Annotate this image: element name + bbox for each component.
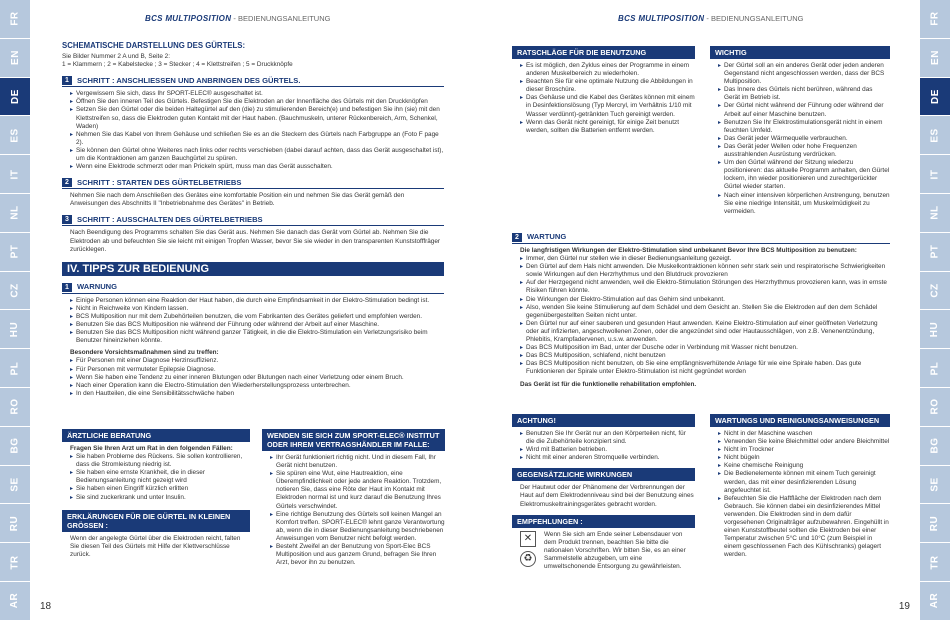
language-tab-nl[interactable] xyxy=(920,194,950,233)
brand-logo: BCS MULTIPOSITION xyxy=(145,14,232,23)
language-tab-label: RU xyxy=(929,515,941,531)
step2-text: Nehmen Sie nach dem Anschließen des Gerätes eine komfortable Position ein und nehmen Sie das Gerät gemäß den Anweisungen des Abschnitts II "Inbetriebnahme des Gerätes" in Betrieb. xyxy=(70,192,405,208)
list-item: ▸ Verwenden Sie keine Bleichmittel oder andere Bleichmittel xyxy=(718,438,890,446)
language-tab-cz[interactable] xyxy=(920,272,950,311)
sport-elec-list xyxy=(262,454,445,567)
recommendations-title: EMPFEHLUNGEN : xyxy=(512,515,695,528)
step3-heading xyxy=(62,215,444,226)
list-item: ▸ Also, wenden Sie keine Stimulierung auf dem Schädel und dem Gesicht an. Stellen Sie die Elektroden auf den dem Schädel gegenübergestellten Seiten nicht unter. xyxy=(520,304,890,320)
language-tab-bg[interactable] xyxy=(920,427,950,466)
language-tabs-left xyxy=(0,0,30,621)
language-tab-pt[interactable] xyxy=(920,233,950,272)
list-item: ▸ Sie können den Gürtel ohne Weiteres nach links oder rechts verschieben (dabei darauf achten, dass das Gerät ausgeschaltet ist), um die Kontraktionen am ganzen Bauchgürtel zu spüren. xyxy=(70,147,444,163)
side-effects-title: GEGENSÄTZLICHE WIRKUNGEN xyxy=(512,468,695,481)
list-item: ▸ Der Gürtel soll an ein anderes Gerät oder jeden anderen Gegenstand nicht angeschlossen werden, dass der BCS Multiposition. xyxy=(718,62,890,86)
language-tab-label: RU xyxy=(9,515,21,531)
right-box-care xyxy=(710,408,890,560)
care-title: WARTUNGS UND REINIGUNGSANWEISUNGEN xyxy=(710,414,890,427)
list-item: ▸ Wenn das Gerät nicht gereinigt, für einige Zeit benutzt werden, sollten die Batterien entfernt werden. xyxy=(520,119,695,135)
important-list xyxy=(710,62,890,216)
list-item: ▸ In den Hautteilen, die eine Sensibilitätsschwäche haben xyxy=(70,390,444,398)
right-box-advice xyxy=(512,40,695,135)
crossed-bin-icon: ✕ xyxy=(520,531,536,547)
language-tab-ru[interactable] xyxy=(920,504,950,543)
list-item: ▸ Das BCS Multiposition nicht benutzen, ob Sie eine empfängnisverhütende Anlage für wie eine Spirale haben. Das gute Funktionieren der Spirale unter Elektro-Stimulation ist nicht gegründet worden xyxy=(520,360,890,376)
maintenance-section xyxy=(512,226,890,389)
step-title: SCHRITT : AUSSCHALTEN DES GÜRTELBETRIEBS xyxy=(77,214,263,224)
important-title: WICHTIG xyxy=(710,46,890,59)
language-tab-es[interactable] xyxy=(0,116,30,155)
right-box-important xyxy=(710,40,890,216)
maintenance-sub: Die langfristigen Wirkungen der Elektro-Stimulation sind unbekannt Bevor Ihre BCS Multiposition zu benutzen: xyxy=(520,247,857,254)
doctor-list xyxy=(62,453,250,502)
list-item: ▸ Um den Gürtel während der Sitzung wiederzu positionieren: das aktuelle Programm anhalten, den Gürtel lockern, ihn wieder positionieren und zurechtgerückter Gürtel wieder starten. xyxy=(718,159,890,191)
warning-title: WARNUNG xyxy=(77,282,118,292)
header-subtitle: - BEDIENUNGSANLEITUNG xyxy=(704,14,804,23)
list-item: ▸ Eine richtige Benutzung des Gürtels soll keinen Mangel an Komfort treffen. SPORT-ELEC® lehnt ganze Verantwortung ab, wenn die in dieser Bedienungsanleitung beschriebenen Anweisungen vom Benutzer nicht befolgt werden. xyxy=(270,511,445,543)
step2-heading xyxy=(62,178,444,189)
language-tab-it[interactable] xyxy=(0,155,30,194)
language-tab-pt[interactable] xyxy=(0,233,30,272)
list-item: ▸ Nicht in der Maschine waschen xyxy=(718,430,890,438)
warning-heading xyxy=(62,283,444,294)
list-item: ▸ Nicht im Trockner xyxy=(718,446,890,454)
language-tab-label: PT xyxy=(9,244,21,259)
language-tab-label: NL xyxy=(9,205,21,221)
brand-logo: BCS MULTIPOSITION xyxy=(618,14,705,23)
right-box-caution xyxy=(512,408,695,571)
language-tab-label: ES xyxy=(9,128,21,143)
language-tab-de[interactable] xyxy=(920,78,950,117)
language-tab-bg[interactable] xyxy=(0,427,30,466)
header-left xyxy=(145,14,330,23)
list-item: ▸ Einige Personen können eine Reaktion der Haut haben, die durch eine Empfindsamkeit in der Elektro-Stimulation bedingt ist. xyxy=(70,297,444,305)
list-item: ▸ Das Gerät jeder Wärmequelle verbrauchen. xyxy=(718,135,890,143)
language-tab-label: SE xyxy=(929,477,941,492)
language-tabs-right xyxy=(920,0,950,621)
language-tab-fr[interactable] xyxy=(920,0,950,39)
list-item: ▸ Keine chemische Reinigung xyxy=(718,462,890,470)
language-tab-label: IT xyxy=(9,169,21,180)
side-effects-text: Der Hautwut oder der Phänomene der Verbrennungen der Haut auf dem Elektrodenniveau sind bei der Benutzung eines Elektromuskeltrainingsgerätes gebracht worden. xyxy=(520,484,694,508)
recommendations-row xyxy=(512,531,695,571)
language-tab-label: PL xyxy=(9,361,21,375)
warning-list xyxy=(62,297,444,346)
language-tab-se[interactable] xyxy=(920,466,950,505)
language-tab-it[interactable] xyxy=(920,155,950,194)
caution-title: ACHTUNG! xyxy=(512,414,695,427)
maintenance-list xyxy=(512,255,890,376)
section-title-tips: IV. TIPPS ZUR BEDIENUNG xyxy=(62,262,444,276)
page-number-right: 19 xyxy=(898,601,910,612)
list-item: ▸ Den Gürtel auf dem Hals nicht anwenden. Die Muskelkontraktionen können sehr stark sein und respiratorische Schwierigkeiten sowie Wirkungen auf den Herzrhythmus und den Blutdruck provozieren xyxy=(520,263,890,279)
language-tab-label: CZ xyxy=(9,283,21,298)
language-tab-pl[interactable] xyxy=(920,349,950,388)
small-sizes-title: ERKLÄRUNGEN FÜR DIE GÜRTEL IN KLEINEN GRÖSSEN : xyxy=(62,510,250,532)
step-number: 2 xyxy=(62,178,72,187)
list-item: ▸ Sie haben einen Eingriff kürzlich erlitten xyxy=(70,485,250,493)
list-item: ▸ Nach einer Operation kann die Electro-Stimulation den Wiederherstellungsprozess unterbrechen. xyxy=(70,382,444,390)
step1-heading xyxy=(62,76,444,87)
maintenance-note: Das Gerät ist für die funktionelle rehabilitation empfohlen. xyxy=(520,380,697,388)
list-item: ▸ Nach einer intensiven körperlichen Anstrengung, benutzen Sie eine niedrige Intensität, um Muskelmüdigkeit zu vermeiden. xyxy=(718,192,890,216)
care-list xyxy=(710,430,890,560)
maintenance-heading xyxy=(512,233,890,244)
step-number: 1 xyxy=(62,76,72,85)
recommendations-text: Wenn Sie sich am Ende seiner Lebensdauer von dem Produkt trennen, beachten Sie bitte die nationalen Vorschriften. Wir bitten Sie, es an einer Sammelstelle abzugeben, um eine umweltschonende Entsorgung zu gewährleisten. xyxy=(544,530,686,571)
list-item: ▸ BCS Multiposition nur mit dem Zubehörteilen benutzen, die vom Fabrikanten des Gerätes geliefert und empfohlen werden. xyxy=(70,313,444,321)
step-title: SCHRITT : ANSCHLIESSEN UND ANBRINGEN DES GÜRTELS. xyxy=(77,75,301,85)
list-item: ▸ Ihr Gerät funktioniert richtig nicht. Und in diesem Fall, Ihr Gerät nicht benutzen. xyxy=(270,454,445,470)
list-item: ▸ Das Gerät jeder Wellen oder hohe Frequenzen ausstrahlenden Ausrüstung verdrücken. xyxy=(718,143,890,159)
list-item: ▸ Benutzen Sie das BCS Multiposition nie während der Führung oder während der Arbeit auf einer Maschine. xyxy=(70,321,444,329)
step-number: 1 xyxy=(62,283,72,292)
caution-list xyxy=(512,430,695,462)
language-tab-label: PT xyxy=(929,244,941,259)
language-tab-pl[interactable] xyxy=(0,349,30,388)
precaution-title: Besondere Vorsichtsmaßnahmen sind zu treffen: xyxy=(70,349,219,357)
doctor-sub: Fragen Sie Ihren Arzt um Rat in den folgenden Fällen: xyxy=(70,445,233,452)
step-title: SCHRITT : STARTEN DES GÜRTELBETRIEBS xyxy=(77,177,242,187)
left-box-sport xyxy=(262,423,445,567)
list-item: ▸ Besteht Zweifel an der Benutzung von Sport-Elec BCS Multiposition und aus ganzem Grund, befragen Sie Ihren Arzt, bevor ihn zu benutzen. xyxy=(270,543,445,567)
language-tab-tr[interactable] xyxy=(920,543,950,582)
language-tab-label: DE xyxy=(929,89,941,104)
recycle-icons xyxy=(520,531,542,571)
language-tab-hu[interactable] xyxy=(920,310,950,349)
language-tab-label: RO xyxy=(929,398,941,415)
language-tab-label: TR xyxy=(929,554,941,570)
list-item: ▸ Wird mit Batterien betrieben. xyxy=(520,446,695,454)
schema-line: 1 = Klammern ; 2 = Kabelstecke ; 3 = Stecker ; 4 = Klettstreifen ; 5 = Druckknöpfe xyxy=(62,61,293,69)
language-tab-ru[interactable] xyxy=(0,504,30,543)
list-item: ▸ Die Wirkungen der Elektro-Stimulation auf das Gehirn sind unbekannt. xyxy=(520,296,890,304)
recycle-icon: ♻ xyxy=(520,551,536,567)
language-tab-label: TR xyxy=(9,554,21,570)
language-tab-hu[interactable] xyxy=(0,310,30,349)
language-tab-label: HU xyxy=(9,321,21,337)
language-tab-label: NL xyxy=(929,205,941,221)
language-tab-cz[interactable] xyxy=(0,272,30,311)
language-tab-ar[interactable] xyxy=(0,582,30,621)
list-item: ▸ Sie haben eine ernste Krankheit, die in dieser Bedienungsanleitung nicht gezeigt wird xyxy=(70,469,250,485)
schema-title: SCHEMATISCHE DARSTELLUNG DES GÜRTELS: xyxy=(62,41,246,50)
list-item: ▸ Immer, den Gürtel nur stellen wie in dieser Bedienungsanleitung gezeigt. xyxy=(520,255,890,263)
advice-title: RATSCHLÄGE FÜR DIE BENUTZUNG xyxy=(512,46,695,59)
step-number: 3 xyxy=(62,215,72,224)
step1-list xyxy=(62,90,444,171)
language-tab-label: BG xyxy=(9,437,21,454)
language-tab-label: DE xyxy=(9,89,21,104)
left-box-doctor xyxy=(62,423,250,559)
list-item: ▸ Benutzen Sie das BCS Multiposition nicht während ganzer Tätigkeit, in die die Elektro-Stimulation ein Verletzungsrisiko beim Benutzer hineinziehen könnte. xyxy=(70,329,444,345)
language-tab-es[interactable] xyxy=(920,116,950,155)
language-tab-en[interactable] xyxy=(0,39,30,78)
language-tab-tr[interactable] xyxy=(0,543,30,582)
language-tab-fr[interactable] xyxy=(0,0,30,39)
language-tab-ro[interactable] xyxy=(0,388,30,427)
list-item: ▸ Setzen Sie den Gürtel oder die beiden Haltegürtel auf den (die) zu stimulierenden Bereich(e) und befestigen Sie ihn (sie) mit den Klettstreifen so, dass die Elektroden guten Kontakt mit der Haut haben. (Bauchmuskeln, unterer Rückenbereich, Arm, Schenkel, Waden) xyxy=(70,106,444,130)
header-subtitle: - BEDIENUNGSANLEITUNG xyxy=(231,14,331,23)
list-item: ▸ Nicht bügeln xyxy=(718,454,890,462)
step-number: 2 xyxy=(512,233,522,242)
language-tab-label: IT xyxy=(929,169,941,180)
language-tab-label: FR xyxy=(9,11,21,27)
list-item: ▸ Das Gehäuse und die Kabel des Gerätes können mit einem in Desinfektionslösung (Typ Mercryl, im Verhältnis 1/10 mit Wasser verdünnt)-getränkten Tuch gereinigt werden. xyxy=(520,94,695,118)
language-tab-label: RO xyxy=(9,398,21,415)
header-right xyxy=(618,14,803,23)
language-tab-label: EN xyxy=(9,50,21,66)
list-item: ▸ Das BCS Multiposition, schlafend, nicht benutzen xyxy=(520,352,890,360)
list-item: ▸ Der Gürtel nicht während der Führung oder während der Arbeit auf einer Maschine benutzen. xyxy=(718,102,890,118)
list-item: ▸ Das BCS Multiposition im Bad, unter der Dusche oder in Verbindung mit Wasser nicht benutzen. xyxy=(520,344,890,352)
list-item: ▸ Das Innere des Gürtels nicht berühren, während das Gerät im Betrieb ist. xyxy=(718,86,890,102)
language-tab-en[interactable] xyxy=(920,39,950,78)
list-item: ▸ Den Gürtel nur auf einer sauberen und gesunden Haut anwenden. Keine Elektro-Stimulation auf einer geöffneten Verletzung oder auf infizierten, angeschwollenen Zonen, oder die angezündet sind oder Hautausschlägen, von z.B. Venenentzündung, Phlebitis, Krampfadervenen, u.s.w. anwenden. xyxy=(520,320,890,344)
list-item: ▸ Wenn eine Elektrode schmerzt oder man Prickeln spürt, muss man das Gerät ausschalten. xyxy=(70,163,444,171)
language-tab-se[interactable] xyxy=(0,466,30,505)
list-item: ▸ Beachten Sie für eine optimale Nutzung die Abbildungen in dieser Broschüre. xyxy=(520,78,695,94)
list-item: ▸ Benutzen Sie Ihr Elektrostimulationsgerät nicht in einem feuchten Umfeld. xyxy=(718,119,890,135)
page-number-left: 18 xyxy=(40,601,52,612)
language-tab-label: CZ xyxy=(929,283,941,298)
list-item: ▸ Öffnen Sie den inneren Teil des Gürtels. Befestigen Sie die Elektroden an der Innenfläche des Gürtels mit den Druckknöpfen xyxy=(70,98,444,106)
step3-text: Nach Beendigung des Programms schalten Sie das Gerät aus. Nehmen Sie danach das Gerät vom Gürtel ab. Nehmen Sie die Elektroden ab und befeuchten Sie sie leicht mit einigen Tropfen Wasser, bevor Sie sie wieder in den transparenten Kunststofffräger zurücklegen. xyxy=(70,229,441,253)
list-item: ▸ Sie spüren eine Wut, eine Hautreaktion, eine Überempfindlichkeit oder jede andere Reaktion. Trotzdem, notieren Sie, dass eine Röte der Haut im Kontakt mit Elektroden normal ist und kurz darauf die Benutzung Ihres Gürtels verschwindet. xyxy=(270,470,445,510)
list-item: ▸ Es ist möglich, den Zyklus eines der Programme in einem anderen Muskelbereich zu wiederholen. xyxy=(520,62,695,78)
small-sizes-text: Wenn der angelegte Gürtel über die Elektroden reicht, falten Sie diesen Teil des Gürtels mit Hilfe der Klettverschlüsse zurück. xyxy=(70,534,241,558)
list-item: ▸ Benutzen Sie Ihr Gerät nur an den Körperteilen nicht, für die die Zubehörteile konzipiert sind. xyxy=(520,430,695,446)
advice-list xyxy=(512,62,695,135)
language-tab-de[interactable] xyxy=(0,78,30,117)
list-item: ▸ Für Personen mit vermuteter Epilepsie Diagnose. xyxy=(70,366,444,374)
list-item: ▸ Die Bedienelemente können mit einem Tuch gereinigt werden, das mit einer desinfizierenden Lösung angefeuchtet ist. xyxy=(718,470,890,494)
language-tab-label: PL xyxy=(929,361,941,375)
sport-elec-title: WENDEN SIE SICH ZUM SPORT-ELEC® INSTITUT ODER IHREM VERTRAGSHÄNDLER IM FALLE: xyxy=(262,429,445,451)
list-item: ▸ Auf der Herzgegend nicht anwenden, weil die Elektro-Stimulation Störungen des Herzrhythmus provozieren kann, was in ernste Risiken führen könnte. xyxy=(520,279,890,295)
list-item: ▸ Sie haben Probleme des Rückens. Sie sollen kontrollieren, dass die Stromleistung niedrig ist. xyxy=(70,453,250,469)
list-item: ▸ Wenn Sie haben eine Tendenz zu einer inneren Blutungen oder Blutungen nach einer Verletzung oder einem Bruch. xyxy=(70,374,444,382)
list-item: ▸ Für Personen mit einer Diagnose Herzinsuffizienz. xyxy=(70,357,444,365)
list-item: ▸ Nicht in Reichweite von Kindern lassen. xyxy=(70,305,444,313)
language-tab-label: BG xyxy=(929,437,941,454)
list-item: ▸ Nicht mit einer anderen Stromquelle verbinden. xyxy=(520,454,695,462)
language-tab-ro[interactable] xyxy=(920,388,950,427)
language-tab-label: AR xyxy=(9,593,21,609)
language-tab-label: ES xyxy=(929,128,941,143)
language-tab-ar[interactable] xyxy=(920,582,950,621)
list-item: ▸ Befeuchten Sie die Haftfläche der Elektroden nach dem Gebrauch. Sie können dabei ein desinfizierendes Mittel verwenden. Die Elektroden sind in dem dafür vorgesehenen Originalträger aufzubewahren. Eingehüllt in einen Kunststoffbeutel sollten die Elektroden bei einer Temperatur zwischen 5°C und 10°C (zum Beispiel in einem geschlossenen Fach des Kühlschranks) gelagert werden. xyxy=(718,495,890,560)
language-tab-nl[interactable] xyxy=(0,194,30,233)
list-item: ▸ Sie sind zuckerkrank und unter Insulin. xyxy=(70,494,250,502)
precaution-list xyxy=(62,357,444,397)
language-tab-label: FR xyxy=(929,11,941,27)
language-tab-label: EN xyxy=(929,50,941,66)
doctor-title: ÄRZTLICHE BERATUNG xyxy=(62,429,250,442)
left-page-main xyxy=(62,42,444,398)
language-tab-label: AR xyxy=(929,593,941,609)
schema-line: Sie Bilder Nummer 2 A und B, Seite 2: xyxy=(62,53,170,61)
language-tab-label: SE xyxy=(9,477,21,492)
list-item: ▸ Vergewissern Sie sich, dass Ihr SPORT-ELEC® ausgeschaltet ist. xyxy=(70,90,444,98)
maintenance-title: WARTUNG xyxy=(527,232,567,242)
language-tab-label: HU xyxy=(929,321,941,337)
list-item: ▸ Nehmen Sie das Kabel von Ihrem Gehäuse und schließen Sie es an die Steckern des Gürtels nach Farbgruppe an (Foto F page 2). xyxy=(70,131,444,147)
